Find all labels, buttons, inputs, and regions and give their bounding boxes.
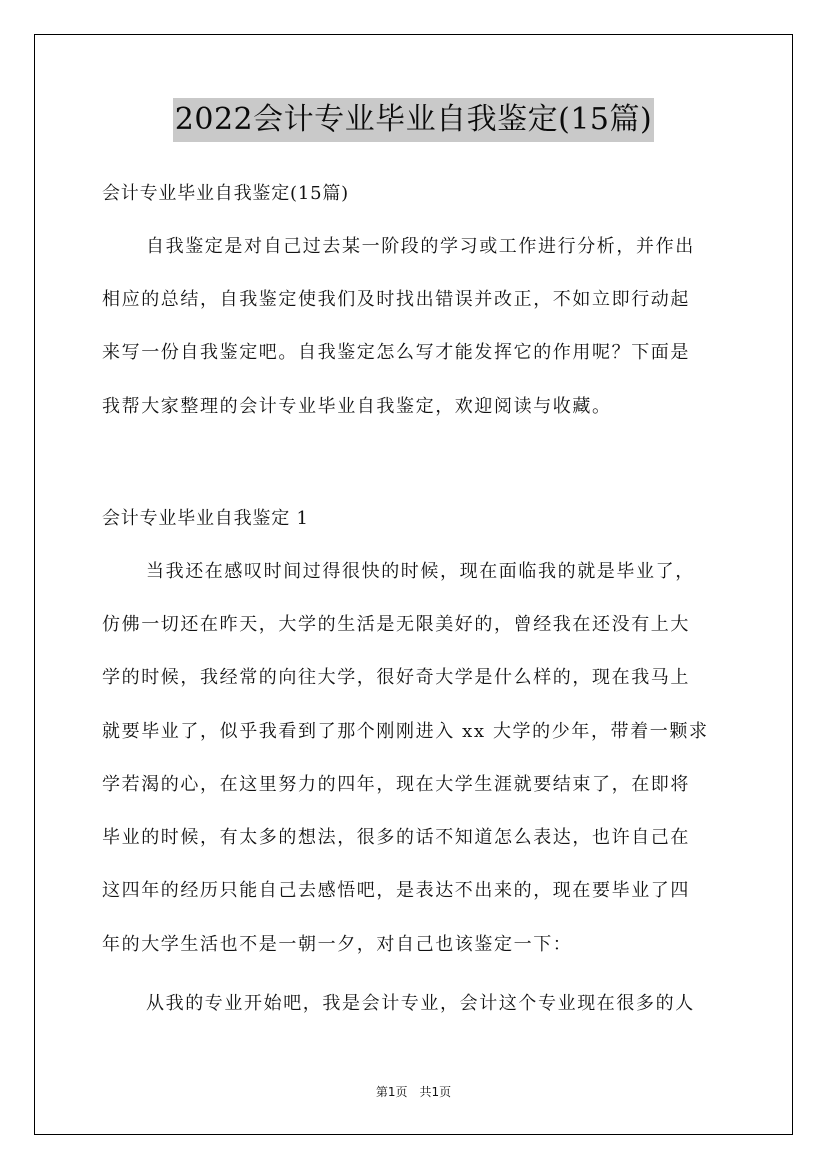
body-line: 当我还在感叹时间过得很快的时候，现在面临我的就是毕业了， [146,561,695,582]
intro-line: 自我鉴定是对自己过去某一阶段的学习或工作进行分析，并作出 [146,236,695,257]
body-line: 年的大学生活也不是一朝一夕，对自己也该鉴定一下： [102,934,573,955]
intro-line: 我帮大家整理的会计专业毕业自我鉴定，欢迎阅读与收藏。 [102,396,612,417]
section-heading: 会计专业毕业自我鉴定 1 [102,508,309,529]
intro-line: 来写一份自我鉴定吧。自我鉴定怎么写才能发挥它的作用呢？下面是 [102,342,690,363]
intro-line: 相应的总结，自我鉴定使我们及时找出错误并改正，不如立即行动起 [102,289,690,310]
body-line: 毕业的时候，有太多的想法，很多的话不知道怎么表达，也许自己在 [102,827,690,848]
page-total: 共1页 [419,1085,452,1099]
body-line: 就要毕业了，似乎我看到了那个刚刚进入 xx 大学的少年，带着一颗求 [102,721,709,742]
body-line: 这四年的经历只能自己去感悟吧，是表达不出来的，现在要毕业了四 [102,880,690,901]
document-subtitle: 会计专业毕业自我鉴定(15篇) [102,183,349,204]
page-footer [0,1084,827,1100]
title-container [0,98,827,142]
document-title: 2022会计专业毕业自我鉴定(15篇) [173,98,654,142]
page-number: 第1页 [375,1085,408,1099]
body-line: 学的时候，我经常的向往大学，很好奇大学是什么样的，现在我马上 [102,667,690,688]
body-line: 从我的专业开始吧，我是会计专业，会计这个专业现在很多的人 [146,993,695,1014]
body-line: 学若渴的心，在这里努力的四年，现在大学生涯就要结束了，在即将 [102,774,690,795]
body-line: 仿佛一切还在昨天，大学的生活是无限美好的，曾经我在还没有上大 [102,614,690,635]
